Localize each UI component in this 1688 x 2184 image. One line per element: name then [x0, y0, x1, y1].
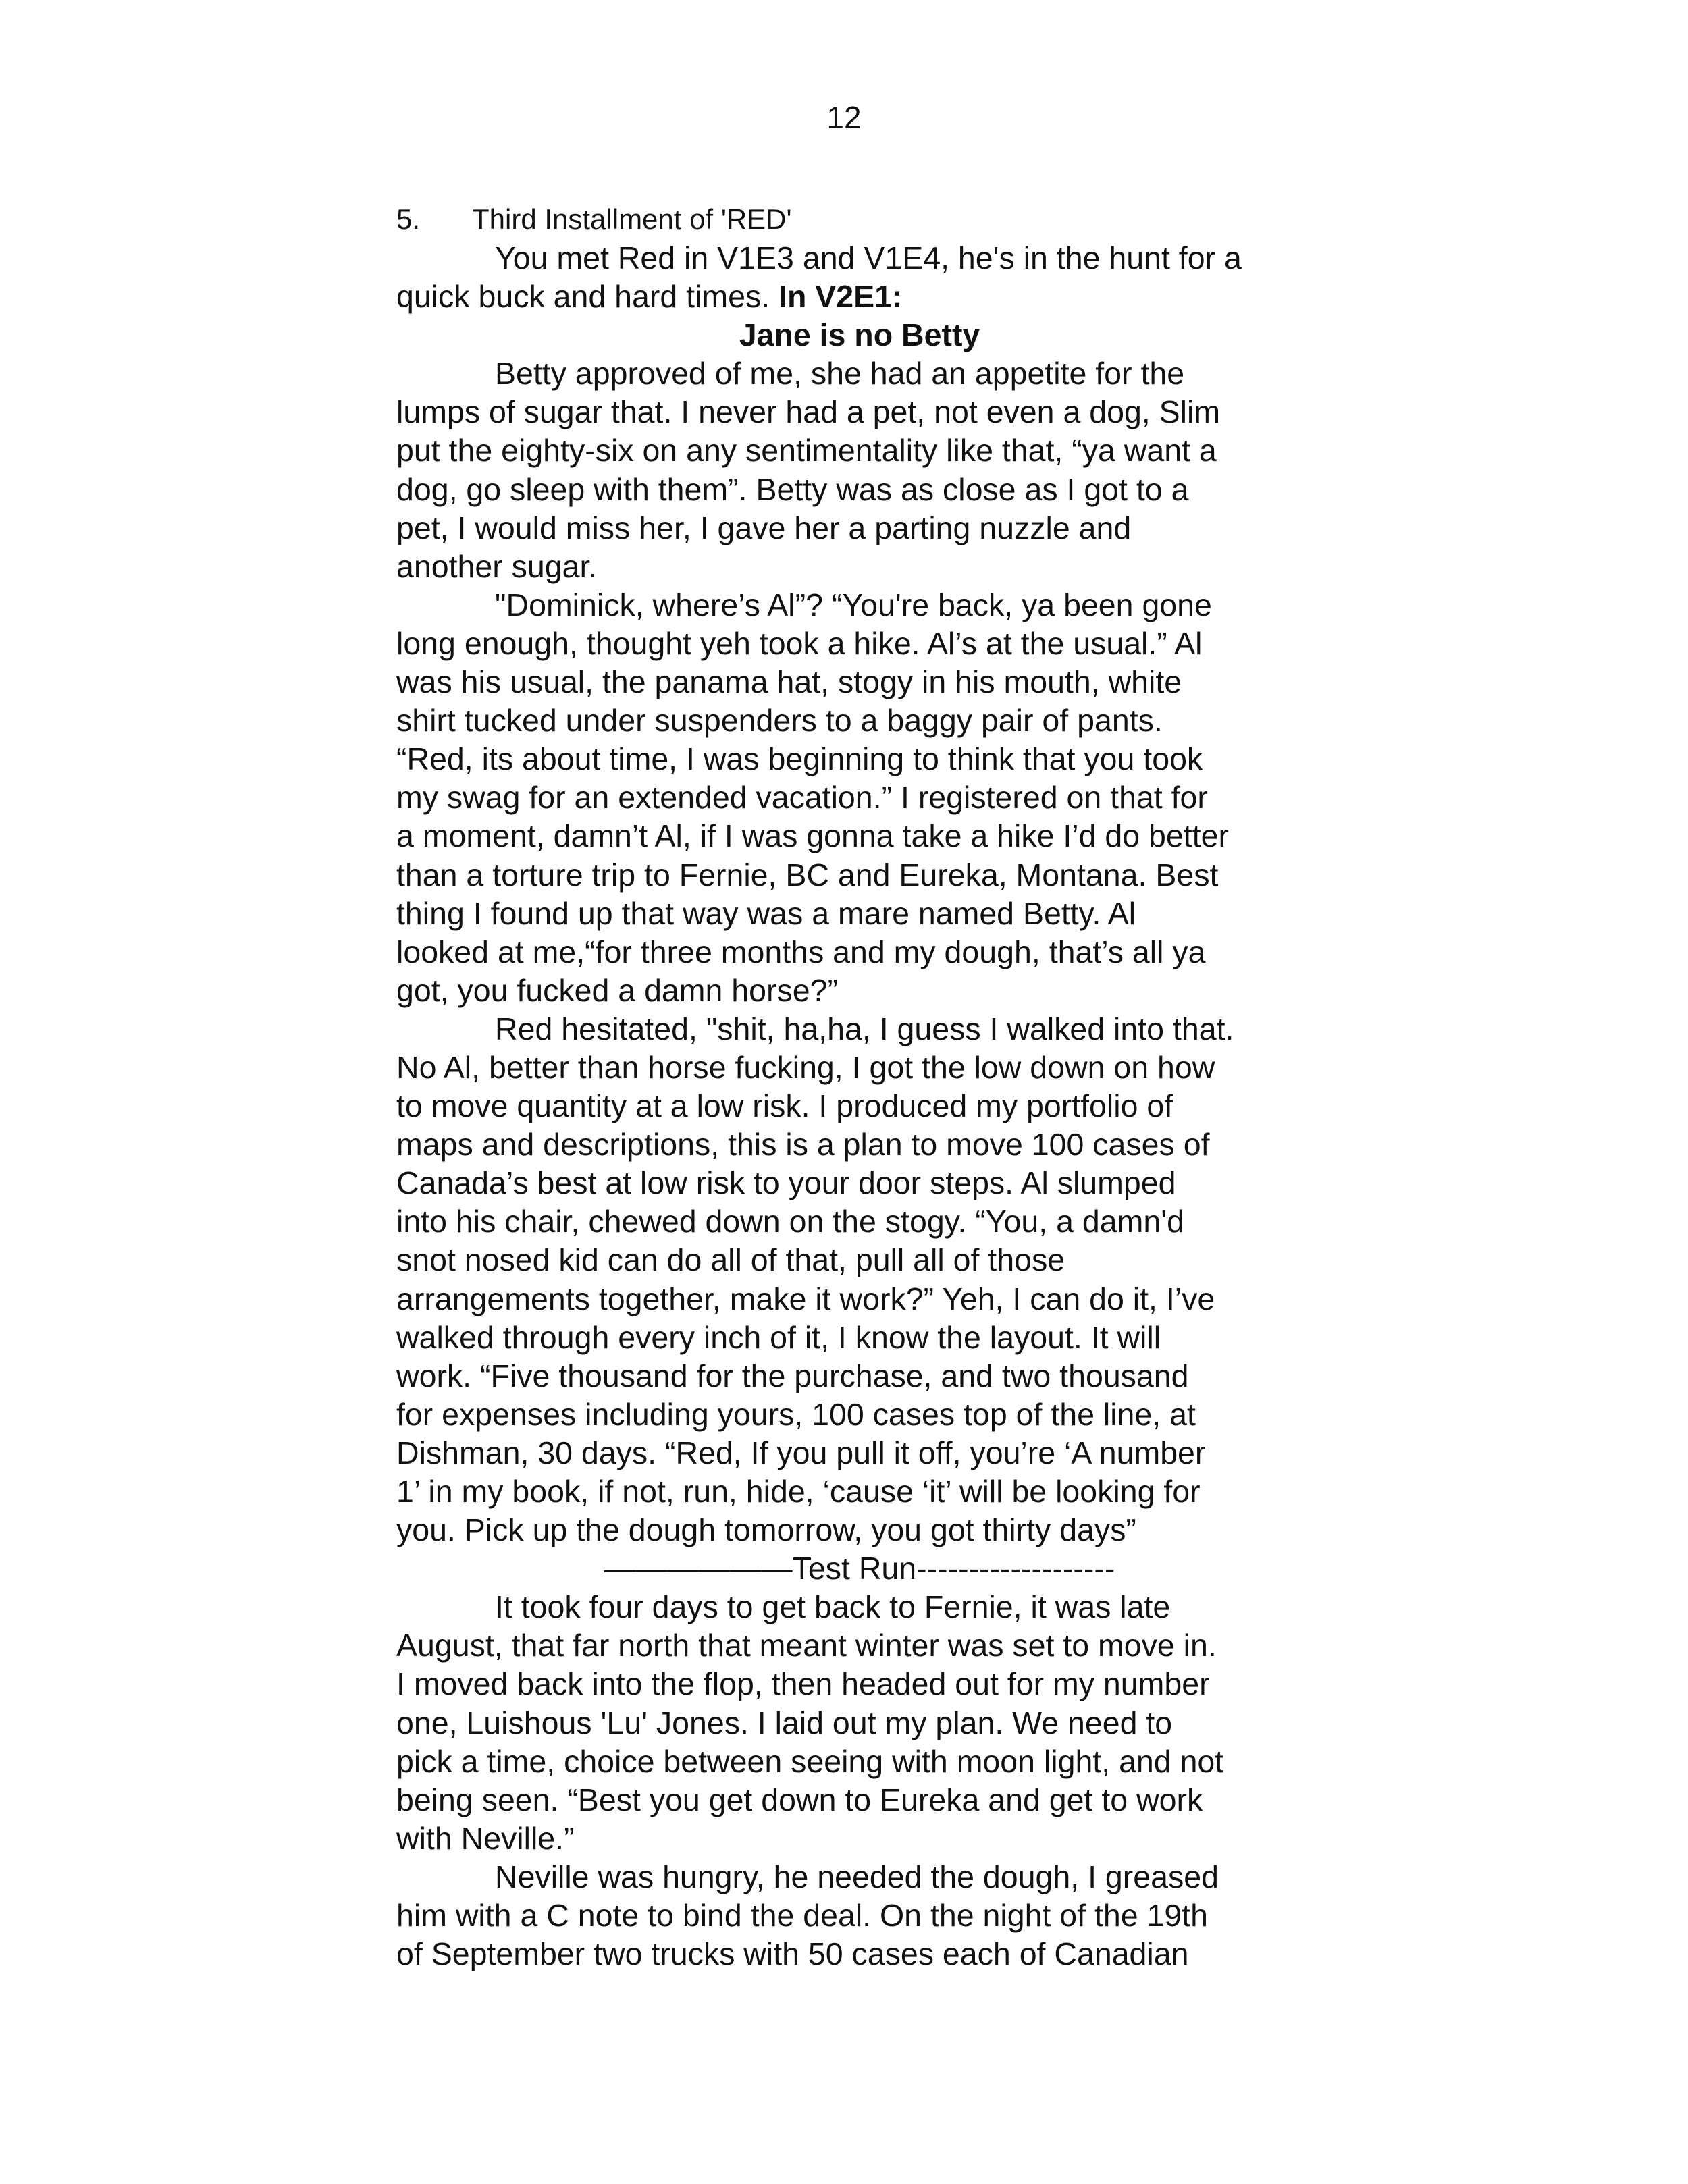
paragraph-line: Red hesitated, "shit, ha,ha, I guess I walked into that. — [495, 1011, 1234, 1046]
paragraph-line: a moment, damn’t Al, if I was gonna take a hike I’d do better — [396, 818, 1229, 854]
paragraph-line: 1’ in my book, if not, run, hide, ‘cause ‘it’ will be looking for — [396, 1474, 1201, 1509]
paragraph-line: of September two trucks with 50 cases each of Canadian — [396, 1936, 1189, 1972]
paragraph-line: Dishman, 30 days. “Red, If you pull it off, you’re ‘A number — [396, 1435, 1206, 1470]
paragraph-line: It took four days to get back to Fernie, it was late — [495, 1589, 1171, 1625]
paragraph-line: looked at me,“for three months and my dough, that’s all ya — [396, 934, 1206, 969]
paragraph-line: put the eighty-six on any sentimentality like that, “ya want a — [396, 433, 1217, 469]
paragraph-line: to move quantity at a low risk. I produced my portfolio of — [396, 1088, 1173, 1124]
paragraph-line: Betty approved of me, she had an appetite for the — [495, 356, 1185, 392]
paragraph-line: arrangements together, make it work?” Yeh, I can do it, I’ve — [396, 1281, 1215, 1316]
paragraph-line: for expenses including yours, 100 cases top of the line, at — [396, 1396, 1196, 1432]
paragraph-line: into his chair, chewed down on the stogy. “You, a damn'd — [396, 1204, 1184, 1240]
paragraph-line: long enough, thought yeh took a hike. Al’s at the usual.” Al — [396, 625, 1203, 661]
paragraph-line: another sugar. — [396, 548, 598, 584]
paragraph-line: “Red, its about time, I was beginning to think that you took — [396, 741, 1203, 777]
intro-text: quick buck and hard times. — [396, 279, 779, 315]
paragraph-line: was his usual, the panama hat, stogy in his mouth, white — [396, 664, 1182, 700]
story-title: Jane is no Betty — [739, 317, 980, 353]
paragraph-line: Canada’s best at low risk to your door steps. Al slumped — [396, 1165, 1176, 1201]
paragraph-line: Neville was hungry, he needed the dough, I greased — [495, 1859, 1219, 1894]
paragraph-line: than a torture trip to Fernie, BC and Eureka, Montana. Best — [396, 857, 1219, 893]
paragraph-line: No Al, better than horse fucking, I got the low down on how — [396, 1049, 1215, 1085]
paragraph-line: walked through every inch of it, I know the layout. It will — [396, 1319, 1161, 1355]
paragraph-line: thing I found up that way was a mare named Betty. Al — [396, 895, 1136, 931]
section-heading — [396, 200, 1323, 239]
section-divider: ——————Test Run------------------- — [604, 1551, 1115, 1587]
paragraph-line: "Dominick, where’s Al”? “You're back, ya been gone — [495, 587, 1212, 622]
paragraph-line: dog, go sleep with them”. Betty was as close as I got to a — [396, 471, 1189, 507]
paragraph-line: my swag for an extended vacation.” I registered on that for — [396, 780, 1208, 816]
page-number: 12 — [826, 100, 862, 135]
section-title: Third Installment of 'RED' — [472, 203, 792, 235]
paragraph-line: you. Pick up the dough tomorrow, you got thirty days” — [396, 1512, 1136, 1548]
paragraph-line: shirt tucked under suspenders to a baggy pair of pants. — [396, 703, 1163, 739]
document-body — [396, 200, 1323, 1973]
intro-line — [396, 277, 1323, 316]
paragraph-line: I moved back into the flop, then headed out for my number — [396, 1666, 1210, 1702]
paragraph-line: pet, I would miss her, I gave her a parting nuzzle and — [396, 510, 1132, 545]
paragraph-line: him with a C note to bind the deal. On the night of the 19th — [396, 1898, 1209, 1934]
paragraph-line: got, you fucked a damn horse?” — [396, 972, 838, 1008]
paragraph-line: one, Luishous 'Lu' Jones. I laid out my plan. We need to — [396, 1705, 1173, 1740]
paragraph-line: work. “Five thousand for the purchase, and two thousand — [396, 1358, 1189, 1393]
section-number: 5. — [396, 203, 421, 235]
paragraph-line: maps and descriptions, this is a plan to move 100 cases of — [396, 1127, 1210, 1163]
episode-label: In V2E1: — [779, 279, 903, 315]
paragraph-line: snot nosed kid can do all of that, pull all of those — [396, 1242, 1065, 1278]
paragraph-line: August, that far north that meant winter was set to move in. — [396, 1628, 1217, 1663]
intro-line: You met Red in V1E3 and V1E4, he's in the hunt for a — [495, 240, 1242, 275]
paragraph-line: with Neville.” — [396, 1820, 575, 1856]
paragraph-line: lumps of sugar that. I never had a pet, not even a dog, Slim — [396, 394, 1221, 430]
paragraph-line: pick a time, choice between seeing with moon light, and not — [396, 1743, 1224, 1779]
paragraph-line: being seen. “Best you get down to Eureka and get to work — [396, 1782, 1203, 1817]
